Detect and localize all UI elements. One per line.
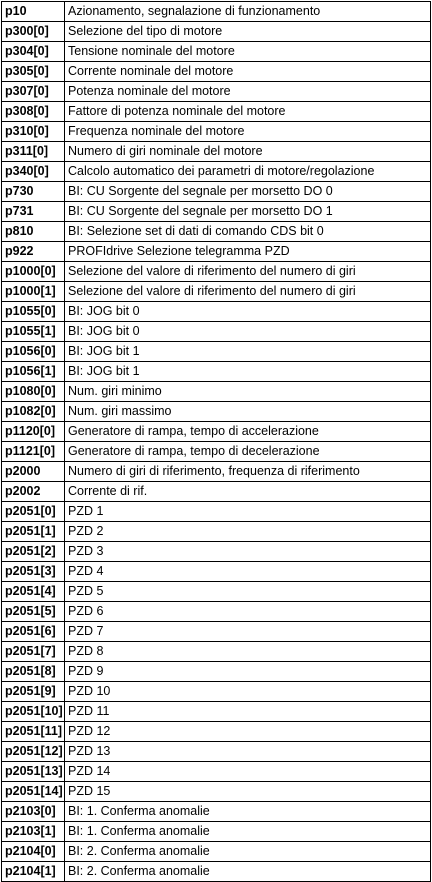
parameter-description: Azionamento, segnalazione di funzionamento bbox=[65, 2, 431, 22]
parameter-code: p2051[4] bbox=[2, 582, 65, 602]
table-row bbox=[2, 662, 431, 682]
table-row bbox=[2, 682, 431, 702]
parameter-code: p2051[12] bbox=[2, 742, 65, 762]
parameter-description: Num. giri minimo bbox=[65, 382, 431, 402]
parameter-code: p1055[0] bbox=[2, 302, 65, 322]
parameter-code: p304[0] bbox=[2, 42, 65, 62]
parameter-code: p2051[8] bbox=[2, 662, 65, 682]
parameter-code: p1121[0] bbox=[2, 442, 65, 462]
parameter-description: PZD 9 bbox=[65, 662, 431, 682]
table-row bbox=[2, 262, 431, 282]
parameter-code: p2051[11] bbox=[2, 722, 65, 742]
parameter-code: p2051[7] bbox=[2, 642, 65, 662]
parameter-description: Calcolo automatico dei parametri di motore/regolazione bbox=[65, 162, 431, 182]
table-row bbox=[2, 842, 431, 862]
parameter-description: PZD 14 bbox=[65, 762, 431, 782]
parameter-code: p2000 bbox=[2, 462, 65, 482]
table-row bbox=[2, 222, 431, 242]
parameter-description: BI: JOG bit 1 bbox=[65, 362, 431, 382]
parameter-code: p810 bbox=[2, 222, 65, 242]
parameter-description: BI: 2. Conferma anomalie bbox=[65, 862, 431, 882]
table-row bbox=[2, 42, 431, 62]
parameter-description: PZD 7 bbox=[65, 622, 431, 642]
parameter-description: PROFIdrive Selezione telegramma PZD bbox=[65, 242, 431, 262]
parameter-description: PZD 8 bbox=[65, 642, 431, 662]
parameter-code: p2051[3] bbox=[2, 562, 65, 582]
table-row bbox=[2, 582, 431, 602]
table-row bbox=[2, 62, 431, 82]
table-row bbox=[2, 862, 431, 882]
parameter-description: PZD 5 bbox=[65, 582, 431, 602]
table-row bbox=[2, 362, 431, 382]
parameter-description: Fattore di potenza nominale del motore bbox=[65, 102, 431, 122]
table-row bbox=[2, 182, 431, 202]
table-row bbox=[2, 822, 431, 842]
table-row bbox=[2, 102, 431, 122]
table-row bbox=[2, 342, 431, 362]
parameter-description: PZD 15 bbox=[65, 782, 431, 802]
table-row bbox=[2, 482, 431, 502]
parameter-description: PZD 13 bbox=[65, 742, 431, 762]
table-row bbox=[2, 622, 431, 642]
parameter-description: Num. giri massimo bbox=[65, 402, 431, 422]
parameter-description: PZD 4 bbox=[65, 562, 431, 582]
parameter-description: Corrente di rif. bbox=[65, 482, 431, 502]
table-row bbox=[2, 202, 431, 222]
parameter-description: PZD 3 bbox=[65, 542, 431, 562]
parameter-code: p2051[5] bbox=[2, 602, 65, 622]
parameter-description: Numero di giri nominale del motore bbox=[65, 142, 431, 162]
parameter-code: p1082[0] bbox=[2, 402, 65, 422]
table-row bbox=[2, 242, 431, 262]
table-row bbox=[2, 542, 431, 562]
table-row bbox=[2, 142, 431, 162]
parameter-code: p311[0] bbox=[2, 142, 65, 162]
parameter-description: BI: CU Sorgente del segnale per morsetto DO 1 bbox=[65, 202, 431, 222]
parameter-description: Generatore di rampa, tempo di accelerazione bbox=[65, 422, 431, 442]
table-row bbox=[2, 2, 431, 22]
parameter-description: BI: JOG bit 0 bbox=[65, 322, 431, 342]
parameter-code: p307[0] bbox=[2, 82, 65, 102]
table-row bbox=[2, 82, 431, 102]
parameter-code: p2103[0] bbox=[2, 802, 65, 822]
table-row bbox=[2, 422, 431, 442]
parameter-table bbox=[1, 1, 431, 882]
table-row bbox=[2, 562, 431, 582]
parameter-description: PZD 10 bbox=[65, 682, 431, 702]
parameter-description: PZD 2 bbox=[65, 522, 431, 542]
parameter-description: Corrente nominale del motore bbox=[65, 62, 431, 82]
parameter-code: p2051[13] bbox=[2, 762, 65, 782]
parameter-description: BI: Selezione set di dati di comando CDS bit 0 bbox=[65, 222, 431, 242]
parameter-code: p1000[0] bbox=[2, 262, 65, 282]
parameter-code: p2051[6] bbox=[2, 622, 65, 642]
parameter-code: p1000[1] bbox=[2, 282, 65, 302]
table-row bbox=[2, 742, 431, 762]
parameter-code: p2051[9] bbox=[2, 682, 65, 702]
table-row bbox=[2, 162, 431, 182]
table-row bbox=[2, 522, 431, 542]
table-row bbox=[2, 462, 431, 482]
parameter-description: Selezione del tipo di motore bbox=[65, 22, 431, 42]
table-row bbox=[2, 322, 431, 342]
parameter-code: p2104[0] bbox=[2, 842, 65, 862]
parameter-description: Selezione del valore di riferimento del numero di giri bbox=[65, 282, 431, 302]
parameter-code: p922 bbox=[2, 242, 65, 262]
parameter-code: p2051[0] bbox=[2, 502, 65, 522]
table-row bbox=[2, 642, 431, 662]
parameter-code: p1080[0] bbox=[2, 382, 65, 402]
parameter-description: PZD 6 bbox=[65, 602, 431, 622]
parameter-description: Generatore di rampa, tempo di decelerazione bbox=[65, 442, 431, 462]
table-row bbox=[2, 442, 431, 462]
table-row bbox=[2, 722, 431, 742]
parameter-description: PZD 11 bbox=[65, 702, 431, 722]
parameter-code: p10 bbox=[2, 2, 65, 22]
parameter-description: PZD 1 bbox=[65, 502, 431, 522]
table-row bbox=[2, 782, 431, 802]
parameter-code: p2051[1] bbox=[2, 522, 65, 542]
parameter-description: BI: 2. Conferma anomalie bbox=[65, 842, 431, 862]
table-row bbox=[2, 762, 431, 782]
table-row bbox=[2, 502, 431, 522]
parameter-code: p340[0] bbox=[2, 162, 65, 182]
parameter-code: p731 bbox=[2, 202, 65, 222]
parameter-code: p2051[14] bbox=[2, 782, 65, 802]
table-row bbox=[2, 702, 431, 722]
parameter-code: p2103[1] bbox=[2, 822, 65, 842]
parameter-description: BI: CU Sorgente del segnale per morsetto DO 0 bbox=[65, 182, 431, 202]
parameter-description: Numero di giri di riferimento, frequenza di riferimento bbox=[65, 462, 431, 482]
parameter-description: Tensione nominale del motore bbox=[65, 42, 431, 62]
table-row bbox=[2, 402, 431, 422]
table-row bbox=[2, 802, 431, 822]
parameter-code: p310[0] bbox=[2, 122, 65, 142]
parameter-code: p2002 bbox=[2, 482, 65, 502]
table-row bbox=[2, 602, 431, 622]
parameter-description: BI: JOG bit 0 bbox=[65, 302, 431, 322]
parameter-code: p1056[1] bbox=[2, 362, 65, 382]
table-row bbox=[2, 282, 431, 302]
parameter-description: Frequenza nominale del motore bbox=[65, 122, 431, 142]
parameter-code: p2104[1] bbox=[2, 862, 65, 882]
parameter-code: p1120[0] bbox=[2, 422, 65, 442]
parameter-table-body bbox=[2, 2, 431, 882]
parameter-description: BI: 1. Conferma anomalie bbox=[65, 822, 431, 842]
parameter-code: p300[0] bbox=[2, 22, 65, 42]
parameter-description: Potenza nominale del motore bbox=[65, 82, 431, 102]
parameter-code: p1056[0] bbox=[2, 342, 65, 362]
parameter-code: p1055[1] bbox=[2, 322, 65, 342]
parameter-description: BI: JOG bit 1 bbox=[65, 342, 431, 362]
parameter-description: Selezione del valore di riferimento del numero di giri bbox=[65, 262, 431, 282]
parameter-code: p730 bbox=[2, 182, 65, 202]
parameter-description: BI: 1. Conferma anomalie bbox=[65, 802, 431, 822]
parameter-code: p308[0] bbox=[2, 102, 65, 122]
table-row bbox=[2, 22, 431, 42]
parameter-code: p305[0] bbox=[2, 62, 65, 82]
parameter-code: p2051[10] bbox=[2, 702, 65, 722]
table-row bbox=[2, 302, 431, 322]
parameter-code: p2051[2] bbox=[2, 542, 65, 562]
table-row bbox=[2, 122, 431, 142]
parameter-description: PZD 12 bbox=[65, 722, 431, 742]
table-row bbox=[2, 382, 431, 402]
